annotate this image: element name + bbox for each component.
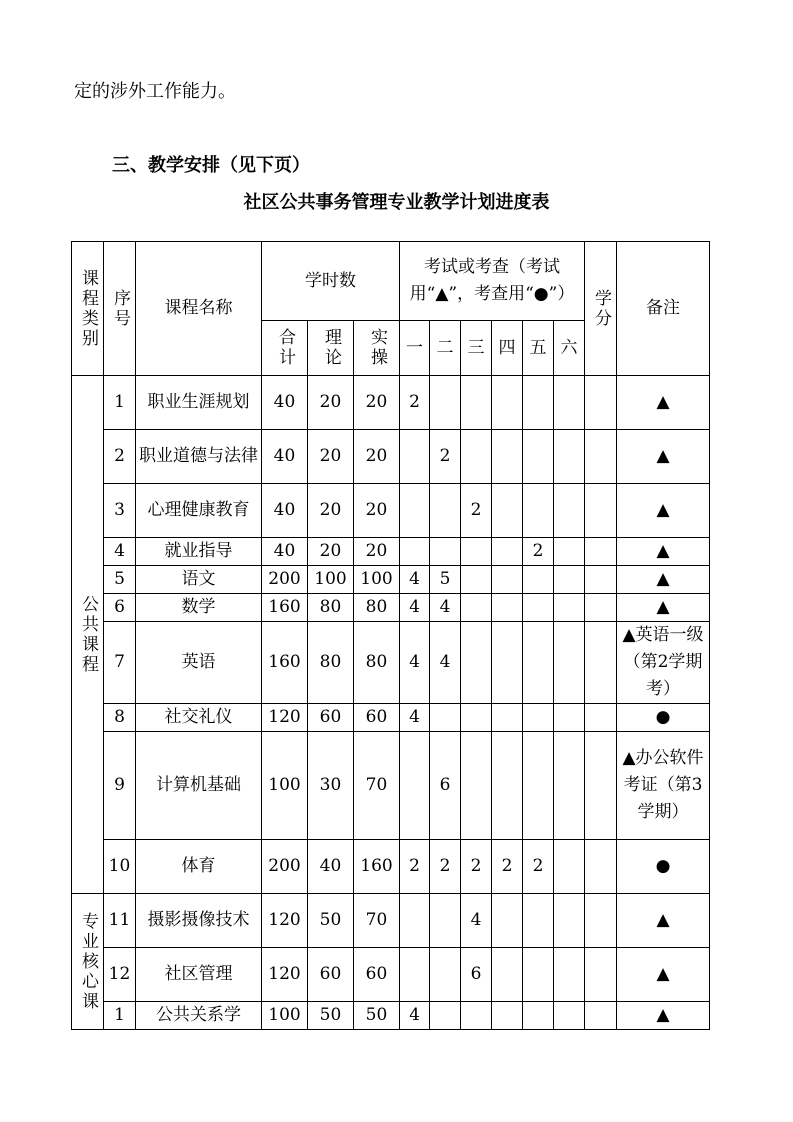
semester-1-cell: 4: [400, 1002, 430, 1030]
seq-cell: 9: [104, 732, 136, 840]
semester-1-cell: [400, 430, 430, 484]
remarks-cell: ▲办公软件考证（第3学期）: [617, 732, 710, 840]
teaching-plan-table: [71, 241, 710, 1030]
semester-2-cell: 6: [430, 732, 461, 840]
seq-cell: 10: [104, 840, 136, 894]
semester-6-cell: [554, 484, 585, 538]
semester-1-cell: 4: [400, 704, 430, 732]
semester-2-cell: 2: [430, 430, 461, 484]
header-hours-total: 合计: [262, 321, 308, 376]
header-semester-3: 三: [461, 321, 492, 376]
table-row: [72, 894, 710, 948]
hours-practice-cell: 20: [354, 430, 400, 484]
semester-6-cell: [554, 430, 585, 484]
semester-6-cell: [554, 566, 585, 594]
table-row: [72, 538, 710, 566]
credits-cell: [585, 622, 617, 704]
table-row: [72, 594, 710, 622]
semester-4-cell: [492, 732, 523, 840]
hours-total-cell: 40: [262, 484, 308, 538]
semester-4-cell: [492, 894, 523, 948]
header-course-name: 课程名称: [136, 242, 262, 376]
hours-total-cell: 100: [262, 1002, 308, 1030]
hours-total-cell: 120: [262, 704, 308, 732]
table-title: 社区公共事务管理专业教学计划进度表: [243, 192, 550, 213]
hours-total-cell: 160: [262, 594, 308, 622]
semester-3-cell: [461, 732, 492, 840]
table-row: [72, 376, 710, 430]
seq-cell: 11: [104, 894, 136, 948]
semester-3-cell: [461, 376, 492, 430]
credits-cell: [585, 594, 617, 622]
semester-5-cell: [523, 948, 554, 1002]
semester-2-cell: [430, 376, 461, 430]
semester-6-cell: [554, 538, 585, 566]
semester-1-cell: [400, 732, 430, 840]
hours-theory-cell: 20: [308, 538, 354, 566]
semester-5-cell: [523, 376, 554, 430]
header-credits: 学分: [585, 242, 617, 376]
hours-total-cell: 120: [262, 948, 308, 1002]
hours-practice-cell: 70: [354, 732, 400, 840]
semester-5-cell: [523, 732, 554, 840]
course-name-cell: 心理健康教育: [136, 484, 262, 538]
hours-total-cell: 40: [262, 430, 308, 484]
header-hours: 学时数: [262, 242, 400, 321]
semester-4-cell: [492, 948, 523, 1002]
seq-cell: 1: [104, 1002, 136, 1030]
hours-total-cell: 160: [262, 622, 308, 704]
semester-3-cell: [461, 622, 492, 704]
semester-4-cell: [492, 622, 523, 704]
intro-text-tail: 定的涉外工作能力。: [74, 81, 236, 102]
remarks-cell: ▲: [617, 948, 710, 1002]
semester-1-cell: [400, 894, 430, 948]
semester-6-cell: [554, 732, 585, 840]
semester-4-cell: 2: [492, 840, 523, 894]
seq-cell: 7: [104, 622, 136, 704]
semester-4-cell: [492, 1002, 523, 1030]
semester-5-cell: [523, 594, 554, 622]
semester-6-cell: [554, 622, 585, 704]
category-core-courses: 专业核心课: [72, 894, 104, 1030]
semester-4-cell: [492, 484, 523, 538]
header-seq: 序号: [104, 242, 136, 376]
semester-3-cell: [461, 566, 492, 594]
hours-practice-cell: 100: [354, 566, 400, 594]
semester-6-cell: [554, 894, 585, 948]
hours-practice-cell: 60: [354, 704, 400, 732]
semester-1-cell: [400, 538, 430, 566]
credits-cell: [585, 948, 617, 1002]
semester-5-cell: [523, 430, 554, 484]
course-name-cell: 语文: [136, 566, 262, 594]
seq-cell: 4: [104, 538, 136, 566]
semester-2-cell: 5: [430, 566, 461, 594]
table-row: [72, 484, 710, 538]
hours-practice-cell: 20: [354, 538, 400, 566]
credits-cell: [585, 894, 617, 948]
seq-cell: 5: [104, 566, 136, 594]
semester-6-cell: [554, 704, 585, 732]
semester-2-cell: [430, 948, 461, 1002]
semester-6-cell: [554, 376, 585, 430]
semester-3-cell: 2: [461, 484, 492, 538]
hours-theory-cell: 60: [308, 704, 354, 732]
remarks-cell: ●: [617, 704, 710, 732]
semester-4-cell: [492, 376, 523, 430]
semester-1-cell: 4: [400, 622, 430, 704]
seq-cell: 8: [104, 704, 136, 732]
hours-total-cell: 120: [262, 894, 308, 948]
hours-theory-cell: 80: [308, 622, 354, 704]
seq-cell: 1: [104, 376, 136, 430]
header-semester-1: 一: [400, 321, 430, 376]
semester-2-cell: 4: [430, 622, 461, 704]
credits-cell: [585, 1002, 617, 1030]
remarks-cell: ●: [617, 840, 710, 894]
semester-4-cell: [492, 430, 523, 484]
course-name-cell: 摄影摄像技术: [136, 894, 262, 948]
header-semester-4: 四: [492, 321, 523, 376]
seq-cell: 12: [104, 948, 136, 1002]
semester-1-cell: [400, 948, 430, 1002]
remarks-cell: ▲: [617, 894, 710, 948]
semester-1-cell: [400, 484, 430, 538]
table-row: [72, 566, 710, 594]
course-name-cell: 公共关系学: [136, 1002, 262, 1030]
semester-4-cell: [492, 538, 523, 566]
remarks-cell: ▲: [617, 1002, 710, 1030]
semester-3-cell: [461, 430, 492, 484]
hours-theory-cell: 20: [308, 430, 354, 484]
hours-theory-cell: 50: [308, 1002, 354, 1030]
semester-5-cell: [523, 894, 554, 948]
table-row: [72, 430, 710, 484]
section-heading: 三、教学安排（见下页）: [112, 155, 310, 176]
semester-2-cell: [430, 538, 461, 566]
header-hours-practice: 实操: [354, 321, 400, 376]
hours-theory-cell: 80: [308, 594, 354, 622]
credits-cell: [585, 484, 617, 538]
header-semester-2: 二: [430, 321, 461, 376]
credits-cell: [585, 430, 617, 484]
remarks-cell: ▲: [617, 430, 710, 484]
semester-6-cell: [554, 1002, 585, 1030]
table-row: [72, 704, 710, 732]
hours-practice-cell: 20: [354, 376, 400, 430]
seq-cell: 3: [104, 484, 136, 538]
table-row: [72, 622, 710, 704]
semester-1-cell: 4: [400, 566, 430, 594]
semester-3-cell: 4: [461, 894, 492, 948]
semester-5-cell: [523, 704, 554, 732]
course-name-cell: 英语: [136, 622, 262, 704]
credits-cell: [585, 538, 617, 566]
table-row: [72, 1002, 710, 1030]
remarks-cell: ▲: [617, 566, 710, 594]
hours-total-cell: 200: [262, 840, 308, 894]
hours-practice-cell: 60: [354, 948, 400, 1002]
hours-theory-cell: 100: [308, 566, 354, 594]
course-name-cell: 计算机基础: [136, 732, 262, 840]
semester-6-cell: [554, 594, 585, 622]
hours-practice-cell: 80: [354, 594, 400, 622]
semester-1-cell: 4: [400, 594, 430, 622]
hours-total-cell: 200: [262, 566, 308, 594]
semester-5-cell: [523, 484, 554, 538]
hours-practice-cell: 80: [354, 622, 400, 704]
hours-theory-cell: 50: [308, 894, 354, 948]
header-remarks: 备注: [617, 242, 710, 376]
credits-cell: [585, 840, 617, 894]
semester-3-cell: 6: [461, 948, 492, 1002]
remarks-cell: ▲: [617, 484, 710, 538]
semester-1-cell: 2: [400, 840, 430, 894]
course-name-cell: 职业生涯规划: [136, 376, 262, 430]
semester-5-cell: [523, 1002, 554, 1030]
hours-theory-cell: 60: [308, 948, 354, 1002]
credits-cell: [585, 704, 617, 732]
header-exam: 考试或考查（考试用“▲”，考查用“●”）: [400, 242, 585, 321]
semester-5-cell: 2: [523, 538, 554, 566]
course-name-cell: 社交礼仪: [136, 704, 262, 732]
header-hours-theory: 理论: [308, 321, 354, 376]
semester-2-cell: [430, 894, 461, 948]
header-semester-6: 六: [554, 321, 585, 376]
hours-total-cell: 40: [262, 538, 308, 566]
category-public-courses: 公共课程: [72, 376, 104, 894]
semester-3-cell: [461, 538, 492, 566]
remarks-cell: ▲: [617, 594, 710, 622]
semester-3-cell: [461, 1002, 492, 1030]
semester-4-cell: [492, 704, 523, 732]
semester-5-cell: [523, 566, 554, 594]
seq-cell: 2: [104, 430, 136, 484]
header-category: 课程类别: [72, 242, 104, 376]
semester-1-cell: 2: [400, 376, 430, 430]
semester-4-cell: [492, 566, 523, 594]
hours-total-cell: 100: [262, 732, 308, 840]
seq-cell: 6: [104, 594, 136, 622]
hours-theory-cell: 20: [308, 376, 354, 430]
hours-theory-cell: 30: [308, 732, 354, 840]
course-name-cell: 数学: [136, 594, 262, 622]
table-row: [72, 840, 710, 894]
semester-5-cell: [523, 622, 554, 704]
semester-2-cell: [430, 484, 461, 538]
remarks-cell: ▲: [617, 376, 710, 430]
semester-5-cell: 2: [523, 840, 554, 894]
hours-practice-cell: 50: [354, 1002, 400, 1030]
semester-6-cell: [554, 840, 585, 894]
course-name-cell: 职业道德与法律: [136, 430, 262, 484]
course-name-cell: 就业指导: [136, 538, 262, 566]
credits-cell: [585, 376, 617, 430]
hours-practice-cell: 70: [354, 894, 400, 948]
course-name-cell: 体育: [136, 840, 262, 894]
remarks-cell: ▲: [617, 538, 710, 566]
table-row: [72, 732, 710, 840]
table-row: [72, 948, 710, 1002]
hours-practice-cell: 160: [354, 840, 400, 894]
hours-practice-cell: 20: [354, 484, 400, 538]
credits-cell: [585, 566, 617, 594]
semester-2-cell: 4: [430, 594, 461, 622]
hours-theory-cell: 40: [308, 840, 354, 894]
semester-4-cell: [492, 594, 523, 622]
semester-3-cell: [461, 594, 492, 622]
credits-cell: [585, 732, 617, 840]
hours-theory-cell: 20: [308, 484, 354, 538]
course-name-cell: 社区管理: [136, 948, 262, 1002]
semester-2-cell: 2: [430, 840, 461, 894]
header-semester-5: 五: [523, 321, 554, 376]
semester-2-cell: [430, 1002, 461, 1030]
semester-3-cell: 2: [461, 840, 492, 894]
remarks-cell: ▲英语一级（第2学期考）: [617, 622, 710, 704]
hours-total-cell: 40: [262, 376, 308, 430]
semester-3-cell: [461, 704, 492, 732]
semester-6-cell: [554, 948, 585, 1002]
semester-2-cell: [430, 704, 461, 732]
